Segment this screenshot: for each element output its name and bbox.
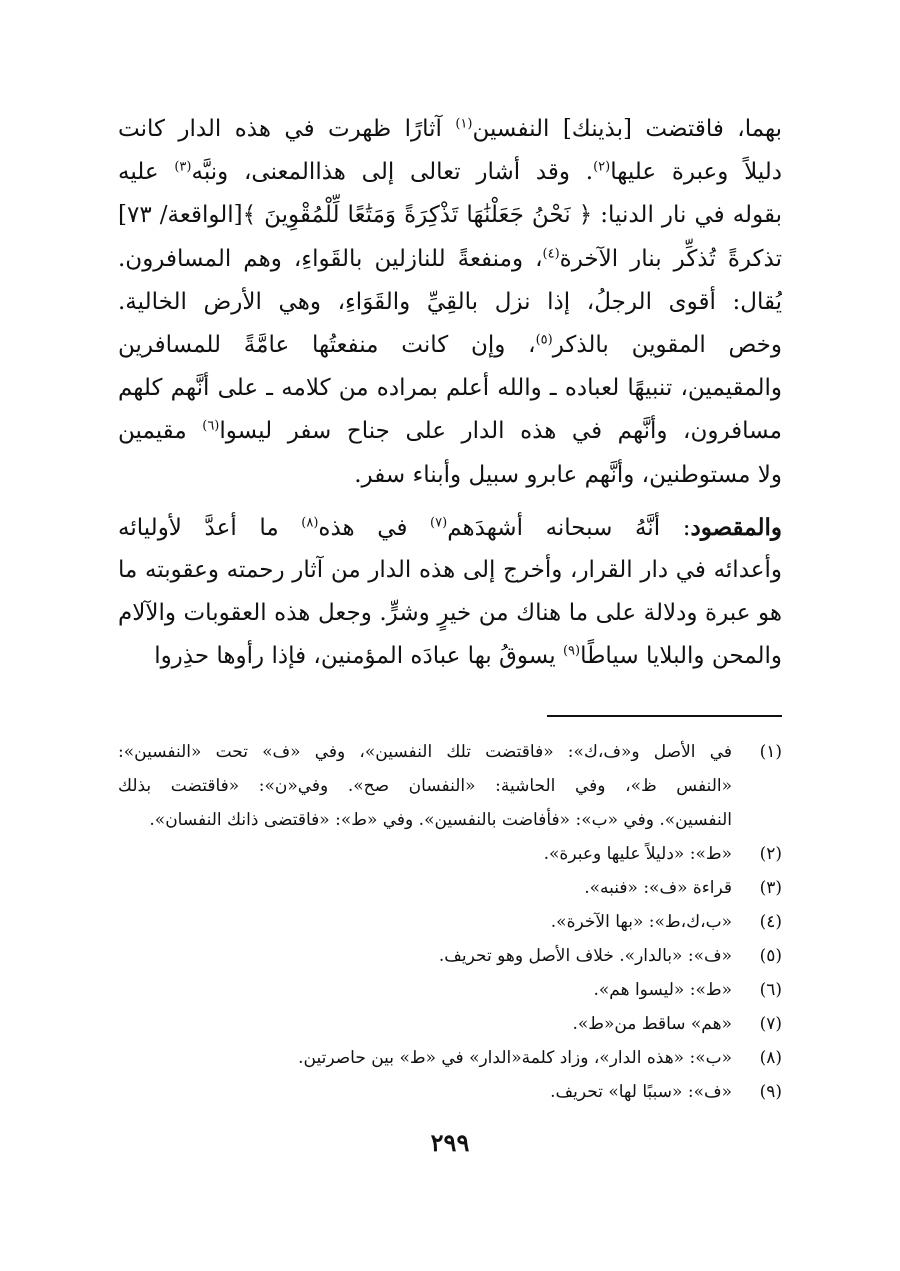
line-text: ، وإن كانت منفعتُها عامَّةً للمسافرين	[118, 331, 536, 358]
text-line	[118, 108, 782, 151]
footnote-body	[118, 871, 732, 905]
line-text: : أنَّهُ سبحانه أشهدَهم	[447, 514, 691, 541]
line-text: عليه	[118, 159, 175, 186]
line-text: ولا مستوطنين، وأنَّهم عابرو سبيل وأبناء سفر.	[354, 461, 782, 488]
footnote-number: (٥)	[759, 946, 782, 966]
text-line	[118, 238, 782, 281]
footnote-ref: (٣)	[174, 159, 192, 175]
footnote-number: (٩)	[759, 1082, 782, 1102]
footnote-body	[118, 1041, 732, 1075]
footnote	[118, 1007, 782, 1041]
footnote-body	[118, 837, 732, 871]
footnote	[118, 939, 782, 973]
footnote-line: «ط»: «دليلاً عليها وعبرة».	[543, 844, 732, 864]
text-line	[118, 454, 782, 497]
footnotes	[118, 735, 782, 1109]
footnote-body	[118, 735, 732, 837]
line-text: ما أعدَّ لأوليائه	[118, 514, 302, 541]
footnote-ref: (٧)	[430, 515, 448, 531]
footnote-number: (٢)	[759, 844, 782, 864]
paragraph-2	[118, 506, 782, 679]
footnote-number: (١)	[759, 742, 782, 762]
line-text: والمقيمين، تنبيهًا لعباده ـ والله أعلم بمراده من كلامه ـ على أنَّهم كلهم	[118, 375, 782, 402]
paragraph-1	[118, 108, 782, 497]
footnote-ref: (٥)	[535, 332, 553, 348]
footnote-ref: (٩)	[562, 643, 581, 659]
footnote-number: (٣)	[759, 878, 782, 898]
footnote	[118, 1041, 782, 1075]
line-text: بهما، فاقتضت [بذينك] النفسين	[472, 116, 782, 142]
footnote-body	[118, 1075, 732, 1109]
text-line	[118, 194, 782, 237]
line-text: هو عبرة ودلالة على ما هناك من خيرٍ وشرٍّ. وجعل هذه العقوبات والآلام	[118, 600, 782, 627]
footnote-ref: (٨)	[301, 515, 319, 531]
footnote-ref: (٦)	[202, 418, 220, 434]
footnote-ref: (٤)	[542, 245, 560, 261]
line-text: آثارًا ظهرت في هذه الدار كانت	[118, 116, 456, 142]
footnote-body	[118, 1007, 732, 1041]
footnote-line: قراءة «ف»: «فنبه».	[584, 878, 732, 898]
text-line	[118, 592, 782, 635]
text-line	[118, 324, 782, 367]
footnote-body	[118, 939, 732, 973]
line-text: مقيمين	[118, 418, 203, 445]
footnote-line: «ط»: «ليسوا هم».	[593, 980, 732, 1000]
footnote-line: «ف»: «سببًا لها» تحريف.	[550, 1082, 732, 1102]
footnote-body	[118, 973, 732, 1007]
line-text: بقوله في نار الدنيا: ﴿ نَحْنُ جَعَلْنَٰهَا تَذْكِرَةً وَمَتَٰعًا لِّلْمُقْوِينَ ﴾[الواقعة/ ٧٣]	[118, 202, 782, 229]
line-text: تذكرةً تُذكِّر بنار الآخرة	[559, 245, 782, 272]
footnote-separator	[547, 715, 782, 717]
main-text	[118, 108, 782, 678]
footnote-number: (٧)	[759, 1014, 782, 1034]
footnote-line: «ب»: «هذه الدار»، وزاد كلمة«الدار» في «ط» بين حاصرتين.	[298, 1048, 732, 1068]
line-text: دليلاً وعبرة عليها	[610, 159, 782, 186]
line-text: يُقال: أقوى الرجلُ، إذا نزل بالقِيِّ والقَوَاءِ، وهي الأرض الخالية.	[118, 288, 782, 315]
text-line	[118, 281, 782, 324]
footnote-ref: (١)	[455, 116, 473, 132]
text-line	[118, 410, 782, 453]
footnote-number: (٤)	[759, 912, 782, 932]
footnote-line: «النفس ظ»، وفي الحاشية: «النفسان صح». وفي«ن»: «فاقتضت بذلك	[118, 776, 732, 796]
bold-lead: والمقصود	[690, 513, 782, 541]
text-line	[118, 549, 782, 592]
text-line	[118, 506, 782, 549]
line-text: مسافرون، وأنَّهم في هذه الدار على جناح سفر ليسوا	[219, 418, 782, 445]
footnote-line: في الأصل و«ف،ك»: «فاقتضت تلك النفسين»، وفي «ف» تحت «النفسين»:	[118, 742, 732, 762]
footnote	[118, 905, 782, 939]
page-number: ٢٩٩	[430, 1128, 470, 1157]
footnote-ref: (٢)	[593, 159, 611, 175]
line-text: يسوقُ بها عبادَه المؤمنين، فإذا رأوها حذِروا	[154, 643, 563, 670]
line-text: والمحن والبلايا سياطًا	[580, 643, 782, 670]
text-line	[118, 367, 782, 410]
footnote	[118, 735, 782, 837]
footnote-number: (٨)	[759, 1048, 782, 1068]
line-text: وخص المقوين بالذكر	[552, 331, 782, 358]
text-line	[118, 635, 782, 678]
text-line	[118, 151, 782, 194]
footnote-line: «هم» ساقط من«ط».	[572, 1014, 732, 1034]
footnote	[118, 837, 782, 871]
footnote-number: (٦)	[759, 980, 782, 1000]
line-text: وأعدائه في دار القرار، وأخرج إلى هذه الدار من آثار رحمته وعقوبته ما	[118, 556, 782, 583]
footnote	[118, 973, 782, 1007]
footnote	[118, 871, 782, 905]
line-text: ، ومنفعةً للنازلين بالقَواءِ، وهم المسافرون.	[118, 245, 543, 272]
line-text: في هذه	[318, 514, 431, 541]
footnote	[118, 1075, 782, 1109]
footnote-line: «ف»: «بالدار». خلاف الأصل وهو تحريف.	[438, 946, 732, 966]
footnote-body	[118, 905, 732, 939]
footnote-line: النفسين». وفي «ب»: «فأفاضت بالنفسين». وفي «ط»: «فاقتضى ذانك النفسان».	[149, 810, 732, 830]
line-text: . وقد أشار تعالى إلى هذاالمعنى، ونبَّه	[191, 159, 594, 186]
footnote-line: «ب،ك،ط»: «بها الآخرة».	[550, 912, 732, 932]
